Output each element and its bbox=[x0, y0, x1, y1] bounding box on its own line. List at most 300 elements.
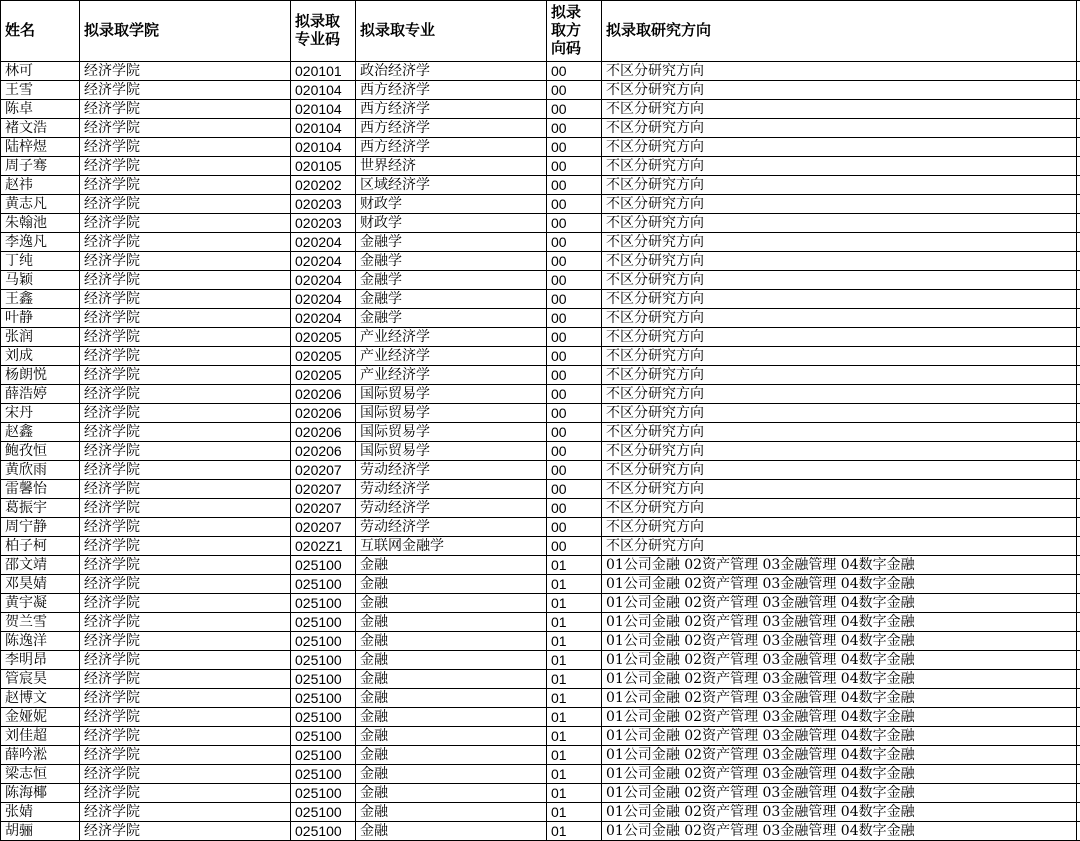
header-major-code-line-1: 拟录取 bbox=[295, 13, 351, 31]
cell-direction: 01公司金融 02资产管理 03金融管理 04数字金融 bbox=[602, 746, 1077, 765]
cell-direction: 01公司金融 02资产管理 03金融管理 04数字金融 bbox=[602, 765, 1077, 784]
row-edge-cell bbox=[1077, 252, 1080, 271]
row-edge-cell bbox=[1077, 309, 1080, 328]
cell-name: 贺兰雪 bbox=[1, 613, 80, 632]
row-edge-cell bbox=[1077, 613, 1080, 632]
cell-name: 邵文靖 bbox=[1, 556, 80, 575]
cell-major-code: 020206 bbox=[291, 385, 356, 404]
cell-direction-code: 01 bbox=[547, 575, 602, 594]
cell-direction-code: 00 bbox=[547, 480, 602, 499]
cell-college: 经济学院 bbox=[80, 81, 291, 100]
cell-direction: 01公司金融 02资产管理 03金融管理 04数字金融 bbox=[602, 594, 1077, 613]
cell-direction-code: 00 bbox=[547, 176, 602, 195]
cell-college: 经济学院 bbox=[80, 708, 291, 727]
row-edge-cell bbox=[1077, 62, 1080, 81]
cell-name: 鲍孜恒 bbox=[1, 442, 80, 461]
cell-major-code: 020204 bbox=[291, 233, 356, 252]
cell-major-code: 025100 bbox=[291, 784, 356, 803]
row-edge-cell bbox=[1077, 461, 1080, 480]
cell-major-code: 020105 bbox=[291, 157, 356, 176]
header-college: 拟录取学院 bbox=[80, 1, 291, 62]
cell-direction: 不区分研究方向 bbox=[602, 176, 1077, 195]
cell-major: 金融学 bbox=[356, 309, 547, 328]
cell-major-code: 020104 bbox=[291, 138, 356, 157]
cell-direction-code: 01 bbox=[547, 708, 602, 727]
cell-college: 经济学院 bbox=[80, 613, 291, 632]
cell-college: 经济学院 bbox=[80, 176, 291, 195]
row-edge-cell bbox=[1077, 81, 1080, 100]
table-row bbox=[1, 347, 1080, 366]
cell-direction-code: 01 bbox=[547, 689, 602, 708]
cell-direction-code: 00 bbox=[547, 233, 602, 252]
cell-major: 劳动经济学 bbox=[356, 461, 547, 480]
cell-college: 经济学院 bbox=[80, 784, 291, 803]
table-row bbox=[1, 119, 1080, 138]
table-row bbox=[1, 100, 1080, 119]
cell-major-code: 020104 bbox=[291, 119, 356, 138]
cell-college: 经济学院 bbox=[80, 138, 291, 157]
cell-major-code: 025100 bbox=[291, 746, 356, 765]
cell-direction: 01公司金融 02资产管理 03金融管理 04数字金融 bbox=[602, 575, 1077, 594]
cell-name: 周子骞 bbox=[1, 157, 80, 176]
table-row bbox=[1, 290, 1080, 309]
header-major: 拟录取专业 bbox=[356, 1, 547, 62]
cell-college: 经济学院 bbox=[80, 632, 291, 651]
cell-major: 劳动经济学 bbox=[356, 518, 547, 537]
row-edge-cell bbox=[1077, 442, 1080, 461]
cell-direction-code: 00 bbox=[547, 100, 602, 119]
cell-direction: 不区分研究方向 bbox=[602, 252, 1077, 271]
cell-major-code: 025100 bbox=[291, 575, 356, 594]
cell-direction: 不区分研究方向 bbox=[602, 423, 1077, 442]
cell-name: 陆梓煜 bbox=[1, 138, 80, 157]
cell-direction-code: 01 bbox=[547, 594, 602, 613]
cell-name: 叶静 bbox=[1, 309, 80, 328]
cell-major: 产业经济学 bbox=[356, 347, 547, 366]
row-edge-cell bbox=[1077, 765, 1080, 784]
row-edge-cell bbox=[1077, 594, 1080, 613]
cell-direction: 不区分研究方向 bbox=[602, 518, 1077, 537]
table-row bbox=[1, 442, 1080, 461]
cell-direction: 01公司金融 02资产管理 03金融管理 04数字金融 bbox=[602, 613, 1077, 632]
cell-college: 经济学院 bbox=[80, 252, 291, 271]
cell-direction-code: 01 bbox=[547, 651, 602, 670]
cell-college: 经济学院 bbox=[80, 575, 291, 594]
row-edge-cell bbox=[1077, 537, 1080, 556]
cell-direction: 不区分研究方向 bbox=[602, 119, 1077, 138]
cell-major-code: 025100 bbox=[291, 708, 356, 727]
table-row bbox=[1, 499, 1080, 518]
cell-name: 赵鑫 bbox=[1, 423, 80, 442]
cell-major-code: 020204 bbox=[291, 252, 356, 271]
cell-major-code: 020104 bbox=[291, 81, 356, 100]
cell-major: 国际贸易学 bbox=[356, 404, 547, 423]
cell-name: 管宸昊 bbox=[1, 670, 80, 689]
table-row bbox=[1, 214, 1080, 233]
cell-college: 经济学院 bbox=[80, 442, 291, 461]
cell-direction-code: 00 bbox=[547, 442, 602, 461]
row-edge-cell bbox=[1077, 632, 1080, 651]
table-row bbox=[1, 309, 1080, 328]
cell-direction: 不区分研究方向 bbox=[602, 537, 1077, 556]
row-edge-cell bbox=[1077, 290, 1080, 309]
cell-name: 雷馨怡 bbox=[1, 480, 80, 499]
cell-major: 金融学 bbox=[356, 290, 547, 309]
cell-direction-code: 00 bbox=[547, 81, 602, 100]
cell-direction: 不区分研究方向 bbox=[602, 290, 1077, 309]
cell-name: 陈海椰 bbox=[1, 784, 80, 803]
cell-direction-code: 00 bbox=[547, 271, 602, 290]
cell-name: 李明昂 bbox=[1, 651, 80, 670]
cell-college: 经济学院 bbox=[80, 271, 291, 290]
cell-major-code: 020206 bbox=[291, 442, 356, 461]
cell-direction-code: 00 bbox=[547, 214, 602, 233]
row-edge-cell bbox=[1077, 233, 1080, 252]
cell-name: 杨朗悦 bbox=[1, 366, 80, 385]
cell-direction: 不区分研究方向 bbox=[602, 328, 1077, 347]
cell-direction-code: 01 bbox=[547, 822, 602, 841]
cell-direction: 不区分研究方向 bbox=[602, 347, 1077, 366]
cell-direction-code: 00 bbox=[547, 385, 602, 404]
table-row bbox=[1, 423, 1080, 442]
table-row bbox=[1, 366, 1080, 385]
cell-direction: 不区分研究方向 bbox=[602, 100, 1077, 119]
cell-direction: 01公司金融 02资产管理 03金融管理 04数字金融 bbox=[602, 689, 1077, 708]
cell-college: 经济学院 bbox=[80, 670, 291, 689]
cell-major-code: 025100 bbox=[291, 594, 356, 613]
row-edge-cell bbox=[1077, 518, 1080, 537]
cell-direction-code: 00 bbox=[547, 499, 602, 518]
cell-major: 西方经济学 bbox=[356, 119, 547, 138]
cell-direction: 不区分研究方向 bbox=[602, 366, 1077, 385]
cell-major-code: 0202Z1 bbox=[291, 537, 356, 556]
cell-direction: 01公司金融 02资产管理 03金融管理 04数字金融 bbox=[602, 803, 1077, 822]
cell-direction-code: 01 bbox=[547, 727, 602, 746]
cell-major-code: 025100 bbox=[291, 556, 356, 575]
row-edge-cell bbox=[1077, 423, 1080, 442]
row-edge-cell bbox=[1077, 575, 1080, 594]
cell-major: 金融 bbox=[356, 765, 547, 784]
cell-major: 西方经济学 bbox=[356, 81, 547, 100]
cell-major: 金融 bbox=[356, 613, 547, 632]
cell-name: 褚文浩 bbox=[1, 119, 80, 138]
cell-name: 朱翰池 bbox=[1, 214, 80, 233]
cell-major-code: 025100 bbox=[291, 803, 356, 822]
cell-college: 经济学院 bbox=[80, 214, 291, 233]
cell-direction: 不区分研究方向 bbox=[602, 404, 1077, 423]
cell-name: 丁纯 bbox=[1, 252, 80, 271]
cell-major-code: 020204 bbox=[291, 309, 356, 328]
cell-direction-code: 00 bbox=[547, 138, 602, 157]
cell-direction-code: 00 bbox=[547, 290, 602, 309]
header-row bbox=[1, 1, 1080, 62]
cell-major: 金融 bbox=[356, 594, 547, 613]
row-edge-cell bbox=[1077, 404, 1080, 423]
cell-direction: 不区分研究方向 bbox=[602, 442, 1077, 461]
row-edge-cell bbox=[1077, 746, 1080, 765]
cell-direction: 不区分研究方向 bbox=[602, 233, 1077, 252]
cell-major-code: 025100 bbox=[291, 689, 356, 708]
cell-name: 邓昊婧 bbox=[1, 575, 80, 594]
cell-major: 国际贸易学 bbox=[356, 385, 547, 404]
cell-direction: 不区分研究方向 bbox=[602, 499, 1077, 518]
cell-direction-code: 00 bbox=[547, 328, 602, 347]
cell-direction: 01公司金融 02资产管理 03金融管理 04数字金融 bbox=[602, 651, 1077, 670]
cell-college: 经济学院 bbox=[80, 727, 291, 746]
cell-major-code: 020206 bbox=[291, 404, 356, 423]
table-row bbox=[1, 537, 1080, 556]
cell-direction-code: 00 bbox=[547, 309, 602, 328]
table-row bbox=[1, 613, 1080, 632]
cell-college: 经济学院 bbox=[80, 62, 291, 81]
cell-major-code: 020207 bbox=[291, 518, 356, 537]
row-edge-cell bbox=[1077, 138, 1080, 157]
table-row bbox=[1, 727, 1080, 746]
cell-major-code: 020204 bbox=[291, 271, 356, 290]
cell-college: 经济学院 bbox=[80, 100, 291, 119]
header-major-code bbox=[291, 1, 356, 62]
cell-major: 金融 bbox=[356, 575, 547, 594]
cell-name: 林可 bbox=[1, 62, 80, 81]
header-direction-code bbox=[547, 1, 602, 62]
cell-major-code: 020205 bbox=[291, 366, 356, 385]
table-row bbox=[1, 784, 1080, 803]
cell-major: 财政学 bbox=[356, 195, 547, 214]
cell-direction: 01公司金融 02资产管理 03金融管理 04数字金融 bbox=[602, 784, 1077, 803]
table-row bbox=[1, 822, 1080, 841]
cell-direction: 不区分研究方向 bbox=[602, 62, 1077, 81]
cell-college: 经济学院 bbox=[80, 385, 291, 404]
table-row bbox=[1, 195, 1080, 214]
cell-name: 周宁静 bbox=[1, 518, 80, 537]
header-direction-code-line-3: 向码 bbox=[551, 40, 597, 58]
cell-college: 经济学院 bbox=[80, 290, 291, 309]
cell-direction-code: 00 bbox=[547, 157, 602, 176]
cell-name: 陈卓 bbox=[1, 100, 80, 119]
table-row bbox=[1, 765, 1080, 784]
cell-major: 金融 bbox=[356, 556, 547, 575]
cell-college: 经济学院 bbox=[80, 119, 291, 138]
row-edge-cell bbox=[1077, 271, 1080, 290]
cell-major: 金融 bbox=[356, 803, 547, 822]
cell-major-code: 020104 bbox=[291, 100, 356, 119]
cell-major: 金融 bbox=[356, 651, 547, 670]
cell-major-code: 025100 bbox=[291, 613, 356, 632]
table-row bbox=[1, 176, 1080, 195]
cell-college: 经济学院 bbox=[80, 689, 291, 708]
table-row bbox=[1, 480, 1080, 499]
cell-direction-code: 00 bbox=[547, 537, 602, 556]
table-row bbox=[1, 252, 1080, 271]
table-row bbox=[1, 138, 1080, 157]
cell-major: 劳动经济学 bbox=[356, 499, 547, 518]
cell-direction: 01公司金融 02资产管理 03金融管理 04数字金融 bbox=[602, 727, 1077, 746]
cell-major-code: 025100 bbox=[291, 727, 356, 746]
cell-name: 柏子柯 bbox=[1, 537, 80, 556]
cell-college: 经济学院 bbox=[80, 195, 291, 214]
header-name: 姓名 bbox=[1, 1, 80, 62]
cell-major-code: 020207 bbox=[291, 480, 356, 499]
cell-major-code: 025100 bbox=[291, 651, 356, 670]
cell-major-code: 020101 bbox=[291, 62, 356, 81]
cell-direction-code: 00 bbox=[547, 62, 602, 81]
cell-major-code: 025100 bbox=[291, 670, 356, 689]
cell-major-code: 025100 bbox=[291, 632, 356, 651]
cell-direction-code: 01 bbox=[547, 803, 602, 822]
cell-name: 赵祎 bbox=[1, 176, 80, 195]
row-edge-cell bbox=[1077, 822, 1080, 841]
table-row bbox=[1, 575, 1080, 594]
row-edge-cell bbox=[1077, 689, 1080, 708]
cell-direction: 不区分研究方向 bbox=[602, 461, 1077, 480]
cell-direction: 不区分研究方向 bbox=[602, 157, 1077, 176]
cell-direction-code: 00 bbox=[547, 461, 602, 480]
cell-direction: 不区分研究方向 bbox=[602, 271, 1077, 290]
cell-direction-code: 00 bbox=[547, 518, 602, 537]
cell-direction-code: 01 bbox=[547, 556, 602, 575]
row-edge-cell bbox=[1077, 556, 1080, 575]
table-row bbox=[1, 746, 1080, 765]
row-edge-cell bbox=[1077, 195, 1080, 214]
cell-major: 财政学 bbox=[356, 214, 547, 233]
cell-major: 金融学 bbox=[356, 271, 547, 290]
table-row bbox=[1, 632, 1080, 651]
cell-name: 金娅妮 bbox=[1, 708, 80, 727]
cell-major-code: 020207 bbox=[291, 461, 356, 480]
cell-major: 金融 bbox=[356, 727, 547, 746]
cell-name: 胡骊 bbox=[1, 822, 80, 841]
cell-direction: 不区分研究方向 bbox=[602, 81, 1077, 100]
table-row bbox=[1, 385, 1080, 404]
cell-college: 经济学院 bbox=[80, 328, 291, 347]
cell-college: 经济学院 bbox=[80, 651, 291, 670]
cell-major: 世界经济 bbox=[356, 157, 547, 176]
cell-college: 经济学院 bbox=[80, 556, 291, 575]
row-edge-cell bbox=[1077, 385, 1080, 404]
cell-college: 经济学院 bbox=[80, 366, 291, 385]
row-edge-cell bbox=[1077, 347, 1080, 366]
cell-major: 区域经济学 bbox=[356, 176, 547, 195]
header-direction: 拟录取研究方向 bbox=[602, 1, 1077, 62]
cell-direction-code: 00 bbox=[547, 252, 602, 271]
header-edge-cell bbox=[1077, 1, 1080, 62]
cell-direction: 01公司金融 02资产管理 03金融管理 04数字金融 bbox=[602, 556, 1077, 575]
cell-college: 经济学院 bbox=[80, 480, 291, 499]
cell-name: 薛吟淞 bbox=[1, 746, 80, 765]
cell-direction-code: 01 bbox=[547, 632, 602, 651]
row-edge-cell bbox=[1077, 727, 1080, 746]
cell-direction-code: 00 bbox=[547, 366, 602, 385]
cell-direction-code: 00 bbox=[547, 347, 602, 366]
cell-college: 经济学院 bbox=[80, 423, 291, 442]
cell-major-code: 020206 bbox=[291, 423, 356, 442]
cell-name: 王鑫 bbox=[1, 290, 80, 309]
cell-college: 经济学院 bbox=[80, 499, 291, 518]
cell-direction-code: 00 bbox=[547, 423, 602, 442]
cell-name: 黄欣雨 bbox=[1, 461, 80, 480]
cell-college: 经济学院 bbox=[80, 404, 291, 423]
cell-direction: 01公司金融 02资产管理 03金融管理 04数字金融 bbox=[602, 708, 1077, 727]
table-row bbox=[1, 233, 1080, 252]
cell-direction-code: 00 bbox=[547, 119, 602, 138]
table-row bbox=[1, 404, 1080, 423]
cell-name: 陈逸洋 bbox=[1, 632, 80, 651]
cell-college: 经济学院 bbox=[80, 746, 291, 765]
cell-major-code: 020205 bbox=[291, 347, 356, 366]
cell-name: 葛振宇 bbox=[1, 499, 80, 518]
row-edge-cell bbox=[1077, 157, 1080, 176]
cell-major: 劳动经济学 bbox=[356, 480, 547, 499]
cell-major-code: 020202 bbox=[291, 176, 356, 195]
cell-major: 金融 bbox=[356, 670, 547, 689]
row-edge-cell bbox=[1077, 366, 1080, 385]
cell-major-code: 020203 bbox=[291, 214, 356, 233]
header-major-code-line-2: 专业码 bbox=[295, 31, 351, 49]
row-edge-cell bbox=[1077, 214, 1080, 233]
cell-college: 经济学院 bbox=[80, 347, 291, 366]
cell-direction-code: 01 bbox=[547, 746, 602, 765]
cell-major: 国际贸易学 bbox=[356, 442, 547, 461]
cell-college: 经济学院 bbox=[80, 157, 291, 176]
row-edge-cell bbox=[1077, 499, 1080, 518]
cell-major: 金融 bbox=[356, 822, 547, 841]
cell-major: 金融 bbox=[356, 632, 547, 651]
table-row bbox=[1, 81, 1080, 100]
cell-college: 经济学院 bbox=[80, 594, 291, 613]
row-edge-cell bbox=[1077, 651, 1080, 670]
cell-direction-code: 01 bbox=[547, 784, 602, 803]
cell-college: 经济学院 bbox=[80, 461, 291, 480]
cell-major: 国际贸易学 bbox=[356, 423, 547, 442]
cell-major-code: 025100 bbox=[291, 822, 356, 841]
cell-college: 经济学院 bbox=[80, 765, 291, 784]
cell-name: 张润 bbox=[1, 328, 80, 347]
cell-major-code: 020204 bbox=[291, 290, 356, 309]
cell-college: 经济学院 bbox=[80, 537, 291, 556]
cell-major: 金融 bbox=[356, 689, 547, 708]
cell-direction: 不区分研究方向 bbox=[602, 385, 1077, 404]
cell-direction: 01公司金融 02资产管理 03金融管理 04数字金融 bbox=[602, 822, 1077, 841]
cell-major: 金融 bbox=[356, 784, 547, 803]
cell-direction-code: 01 bbox=[547, 670, 602, 689]
row-edge-cell bbox=[1077, 784, 1080, 803]
cell-college: 经济学院 bbox=[80, 803, 291, 822]
cell-major: 金融 bbox=[356, 708, 547, 727]
row-edge-cell bbox=[1077, 480, 1080, 499]
cell-direction-code: 01 bbox=[547, 613, 602, 632]
cell-major-code: 020205 bbox=[291, 328, 356, 347]
header-direction-code-line-1: 拟录 bbox=[551, 4, 597, 22]
cell-major: 产业经济学 bbox=[356, 328, 547, 347]
cell-major: 互联网金融学 bbox=[356, 537, 547, 556]
cell-direction-code: 00 bbox=[547, 404, 602, 423]
cell-college: 经济学院 bbox=[80, 518, 291, 537]
cell-name: 黄志凡 bbox=[1, 195, 80, 214]
table-row bbox=[1, 689, 1080, 708]
header-direction-code-line-2: 取方 bbox=[551, 22, 597, 40]
cell-direction: 不区分研究方向 bbox=[602, 138, 1077, 157]
row-edge-cell bbox=[1077, 328, 1080, 347]
cell-major-code: 020207 bbox=[291, 499, 356, 518]
row-edge-cell bbox=[1077, 119, 1080, 138]
row-edge-cell bbox=[1077, 176, 1080, 195]
cell-direction-code: 01 bbox=[547, 765, 602, 784]
cell-direction: 不区分研究方向 bbox=[602, 214, 1077, 233]
cell-major: 金融学 bbox=[356, 233, 547, 252]
row-edge-cell bbox=[1077, 670, 1080, 689]
cell-name: 马颖 bbox=[1, 271, 80, 290]
cell-name: 王雪 bbox=[1, 81, 80, 100]
